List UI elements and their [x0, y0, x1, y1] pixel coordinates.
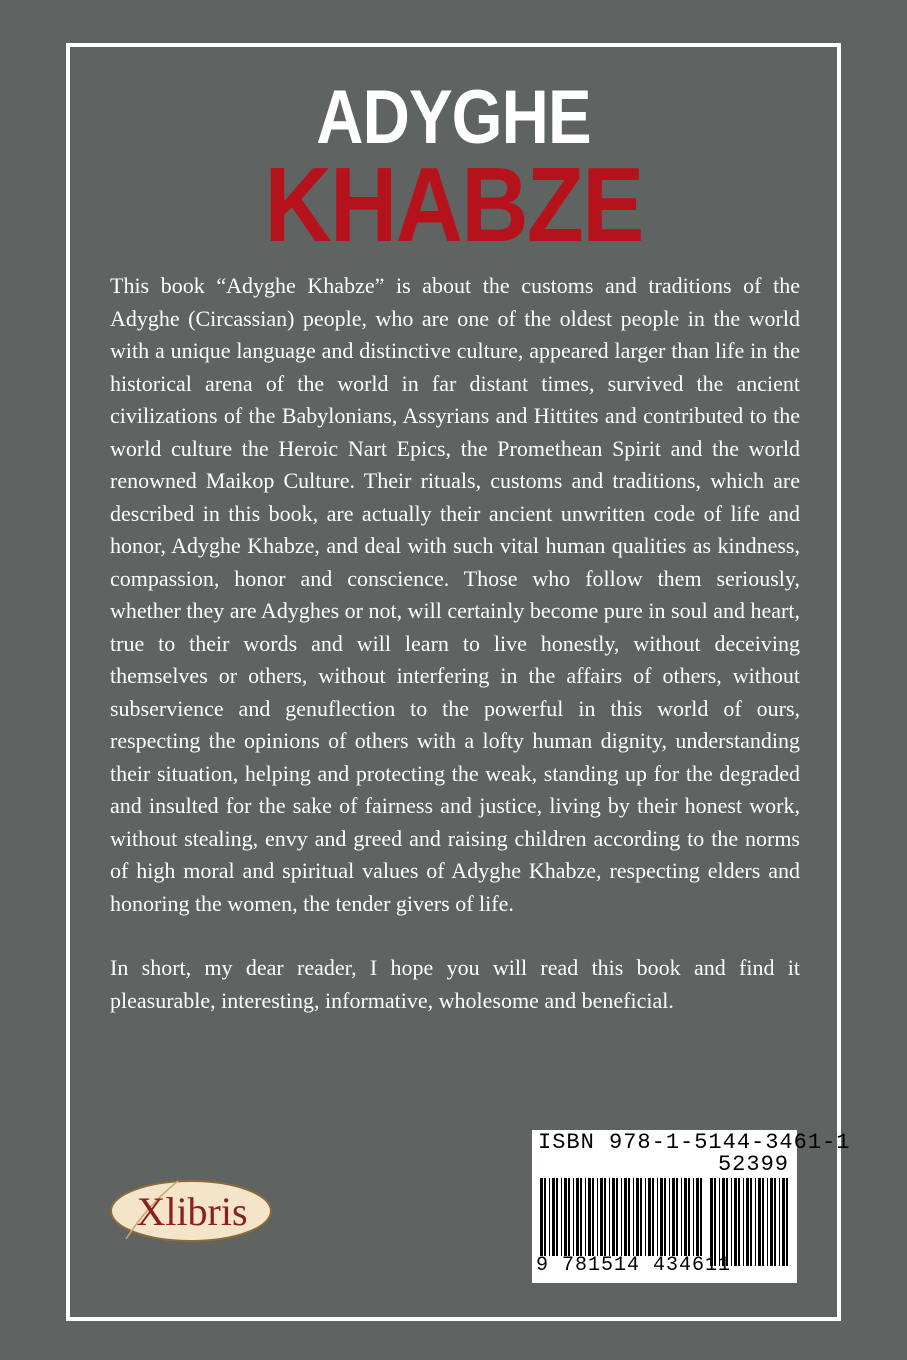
- blurb-paragraph-1: This book “Adyghe Khabze” is about the customs and traditions of the Adyghe (Circassian) people, who are one of the oldest people in the world with a unique language and distinctive culture, appeared larger than life in the historical arena of the world in far distant times, survived the ancient civilizations of the Babylonians, Assyrians and Hittites and contributed to the world culture the Heroic Nart Epics, the Promethean Spirit and the world renowned Maikop Culture. Their rituals, customs and traditions, which are described in this book, are actually their ancient unwritten code of life and honor, Adyghe Khabze, and deal with such vital human qualities as kindness, compassion, honor and conscience. Those who follow them seriously, whether they are Adyghes or not, will certainly become pure in soul and heart, true to their words and will learn to live honestly, without deceiving themselves or others, without interfering in the affairs of others, without subservience and genuflection to the powerful in this world of ours, respecting the opinions of others with a lofty human dignity, understanding their situation, helping and protecting the weak, standing up for the degraded and insulted for the sake of fairness and justice, living by their honest work, without stealing, envy and greed and raising children according to the norms of high moral and spiritual values of Adyghe Khabze, respecting elders and honoring the women, the tender givers of life.: [110, 273, 800, 916]
- ean-barcode-bars: [540, 1178, 704, 1256]
- price-code: 52399: [717, 1152, 789, 1177]
- addon-barcode-bars: [710, 1178, 790, 1266]
- title-line-1: ADYGHE: [316, 75, 591, 160]
- isbn-barcode: [532, 1130, 851, 1283]
- xlibris-logo-text: Xlibris: [136, 1189, 248, 1234]
- title-line-2: KHABZE: [264, 146, 643, 264]
- blurb-paragraph-2: In short, my dear reader, I hope you will read this book and find it pleasurable, interesting, informative, wholesome and beneficial.: [110, 955, 800, 1013]
- blurb: [110, 270, 800, 1049]
- ean-digits: 9 781514 434611: [536, 1254, 732, 1277]
- xlibris-logo: [108, 1175, 274, 1245]
- isbn-label: ISBN 978-1-5144-3461-1: [538, 1130, 851, 1155]
